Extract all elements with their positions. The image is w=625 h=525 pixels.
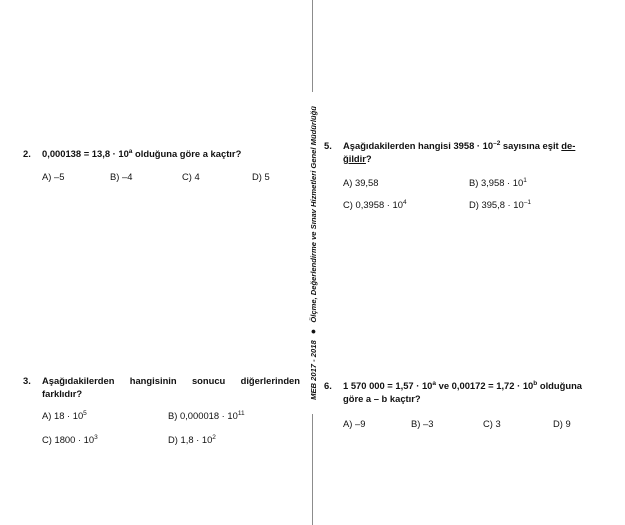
question-text: $0,000138 = 13,8 \cdot 10^a$ olduğuna göre a kaçtır? [42,148,242,159]
option-a[interactable]: A) $18 \cdot 10^5$ [42,410,87,421]
option-c[interactable]: C) 3 [483,418,501,429]
bullet-icon: ● [308,328,318,335]
option-c[interactable]: C) 4 [182,171,200,182]
option-c[interactable]: C) $1800 \cdot 10^3$ [42,434,98,445]
option-a[interactable]: A) –9 [343,418,366,429]
question-3 [23,374,303,449]
question-text-line-1: 1 570 $000 = 1,57 \cdot 10^a$ ve $0,00172 = 1,72 \cdot 10^b$ olduğuna [343,380,583,391]
sidebar-year-label: MEB 2017 - 2018 [309,340,318,400]
option-b[interactable]: B) $3,958 \cdot 10^1$ [469,177,527,188]
question-text-line-2: farklıdır? [42,388,83,399]
option-d[interactable]: D) 5 [252,171,270,182]
question-number: 2. [23,148,31,159]
option-d[interactable]: D) $395,8 \cdot 10^{-1}$ [469,199,531,210]
option-c[interactable]: C) $0,3958 \cdot 10^4$ [343,199,407,210]
option-b[interactable]: B) –3 [411,418,434,429]
option-d[interactable]: D) 9 [553,418,571,429]
option-b[interactable]: B) $0,000018 \cdot 10^{11}$ [168,410,245,421]
question-number: 6. [324,380,332,391]
question-6 [324,379,609,434]
option-b[interactable]: B) –4 [110,171,133,182]
option-d[interactable]: D) $1,8 \cdot 10^2$ [168,434,216,445]
question-text-line-1: Aşağıdakilerden hangisinin sonucu diğerlerinden [42,375,300,386]
question-number: 5. [324,140,332,151]
sidebar-institution-label: Ölçme, Değerlendirme ve Sınav Hizmetleri Genel Müdürlüğü [309,106,318,323]
question-2 [23,147,303,187]
question-text-line-2: göre a – b kaçtır? [343,393,421,404]
question-text-line-1: Aşağıdakilerden hangisi $3958 \cdot 10^{-2}$ sayısına eşit de- [343,140,576,151]
option-a[interactable]: A) –5 [42,171,65,182]
question-number: 3. [23,375,31,386]
sidebar-footer [308,106,318,400]
question-text-line-2: ğildir? [343,153,372,164]
option-a[interactable]: A) 39,58 [343,177,379,188]
question-5 [324,139,609,214]
